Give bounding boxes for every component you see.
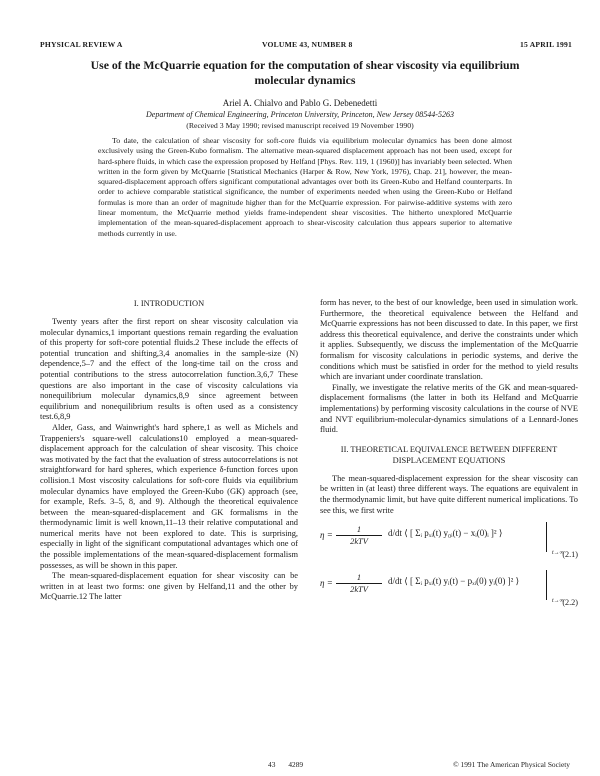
issue-date: 15 APRIL 1991	[520, 40, 572, 49]
affiliation: Department of Chemical Engineering, Princeton University, Princeton, New Jersey 08544-5263	[146, 110, 454, 119]
equation-lhs: η =	[320, 578, 333, 589]
equation-body: d/dt ⟨ [ Σᵢ pₓᵢ(t) y₀ᵢ(t) − xᵢ(0)ᵢ ]² ⟩	[388, 528, 503, 539]
equation-2-2	[320, 568, 578, 612]
author-list: Ariel A. Chialvo and Pablo G. Debenedetti	[222, 98, 378, 108]
equation-2-1	[320, 520, 578, 564]
paragraph: form has never, to the best of our knowledge, been used in simulation work. Furthermore, the theoretical equivalence between the Helfand and McQuarrie expressions has not been discussed to date. In this paper, we first address this theoretical equivalence, and derive the constraints under which it applies. Subsequently, we discuss the implementation of the McQuarrie formalism for viscosity calculations in periodic systems, and derive the conditions which must be satisfied in order for the method to yield results which are invariant under coordinate translation.	[320, 298, 578, 382]
paper-title: Use of the McQuarrie equation for the computation of shear viscosity via equilibrium molecular dynamics	[90, 58, 520, 87]
equation-fraction	[336, 572, 382, 595]
evaluation-bar	[546, 522, 547, 552]
copyright: © 1991 The American Physical Society	[453, 760, 570, 769]
paragraph: The mean-squared-displacement expression for the shear viscosity can be written in (at least) three different ways. The equations are equivalent in the thermodynamic limit, but have quite different numerical implications. To see this, we first write	[320, 473, 578, 515]
fraction-numerator: 1	[356, 573, 362, 583]
equation-number: (2.2)	[562, 598, 578, 608]
section-heading-introduction: I. INTRODUCTION	[133, 299, 205, 308]
equation-limit: t→∞	[552, 598, 564, 605]
fraction-numerator: 1	[356, 525, 362, 535]
volume-number: VOLUME 43, NUMBER 8	[262, 40, 353, 49]
paragraph: Finally, we investigate the relative merits of the GK and mean-squared-displacement formalisms (the latter in both its Helfand and McQuarrie implementations) by performing viscosity calculations in the course of NVE and NVT equilibrium-molecular-dynamics simulations of a Lennard-Jones fluid.	[320, 382, 578, 435]
received-date: (Received 3 May 1990; revised manuscript received 19 November 1990)	[186, 121, 414, 130]
paragraph: Alder, Gass, and Wainwright's hard sphere,1 as well as Michels and Trappeniers's square-well calculations10 employed a mean-squared-displacement approach for the calculation of shear viscosity. This choice was motivated by the fact that the evaluation of stress autocorrelations is not straightforward for hard spheres, which experience δ-function forces upon collision.1 Most viscosity calculations for soft-core fluids via equilibrium molecular dynamics have employed the Green-Kubo (GK) approach (see, for example, Refs. 3–5, 8, and 9). Although the theoretical equivalence between the mean-squared-displacement and GK formalisms in the thermodynamic limit is well known,11–13 their relative computational and numerical merits have not been explored to date. This is surprising, especially in light of the significant computational advantages which one of the possible implementations of the mean-squared-displacement formalism possesses, as will be shown in this paper.	[40, 422, 298, 570]
page-number: 43 4289	[268, 760, 304, 769]
section-heading-equivalence: II. THEORETICAL EQUIVALENCE BETWEEN DIFFERENT DISPLACEMENT EQUATIONS	[340, 444, 558, 465]
paragraph: Twenty years after the first report on shear viscosity calculation via molecular dynamics,1 important questions remain regarding the evaluation of this property for soft-core potential fluids.2 These include the effects of potential truncation and shifting,3,4 anomalies in the sample-size (N) dependence,5–7 and the effect of the long-time tail on the cross and potential contributions to the stress autocorrelation function.3,6,7 These questions are also important in the case of viscosity calculations via nonequilibrium molecular dynamics,8,9 since agreement between equilibrium and nonequilibrium results is often used as a consistency test.6,8,9	[40, 317, 298, 422]
equation-lhs: η =	[320, 530, 333, 541]
fraction-denominator: 2kTV	[336, 535, 382, 547]
left-column	[40, 298, 298, 603]
equation-body: d/dt ⟨ [ Σᵢ pₓᵢ(t) yᵢ(t) − pₓᵢ(0) yᵢ(0) ]² ⟩	[388, 576, 520, 587]
right-column	[320, 298, 578, 614]
abstract: To date, the calculation of shear viscosity for soft-core fluids via equilibrium molecular dynamics has been done almost exclusively using the Green-Kubo formalism. The alternative mean-squared displacement approach has not been used, except for hard-sphere fluids, in which case the expression proposed by Helfand [Phys. Rev. 119, 1 (1960)] has invariably been selected. When written in the form given by McQuarrie [Statistical Mechanics (Harper & Row, New York, 1976), Chap. 21], however, the mean-squared-displacement approach offers significant computational advantages over both its Green-Kubo and Helfand counterparts. In order to achieve comparable statistical significance, the number of experiments needed when using the Green-Kubo or Helfand formulas is more than an order of magnitude higher than for the McQuarrie expression. For pairwise-additive systems with zero linear momentum, the McQuarrie method yields frame-independent shear viscosities. The hitherto unexplored McQuarrie implementation of the mean-squared-displacement approach to shear-viscosity calculation thus appears superior to alternative methods currently in use.	[98, 136, 512, 238]
equation-limit: t→∞	[552, 550, 564, 557]
equation-fraction	[336, 524, 382, 547]
paragraph: The mean-squared-displacement equation for shear viscosity can be written in at least two forms: one given by Helfand,11 and the other by McQuarrie.12 The latter	[40, 571, 298, 602]
fraction-denominator: 2kTV	[336, 583, 382, 595]
equation-number: (2.1)	[562, 550, 578, 560]
journal-name: PHYSICAL REVIEW A	[40, 40, 123, 49]
evaluation-bar	[546, 570, 547, 600]
